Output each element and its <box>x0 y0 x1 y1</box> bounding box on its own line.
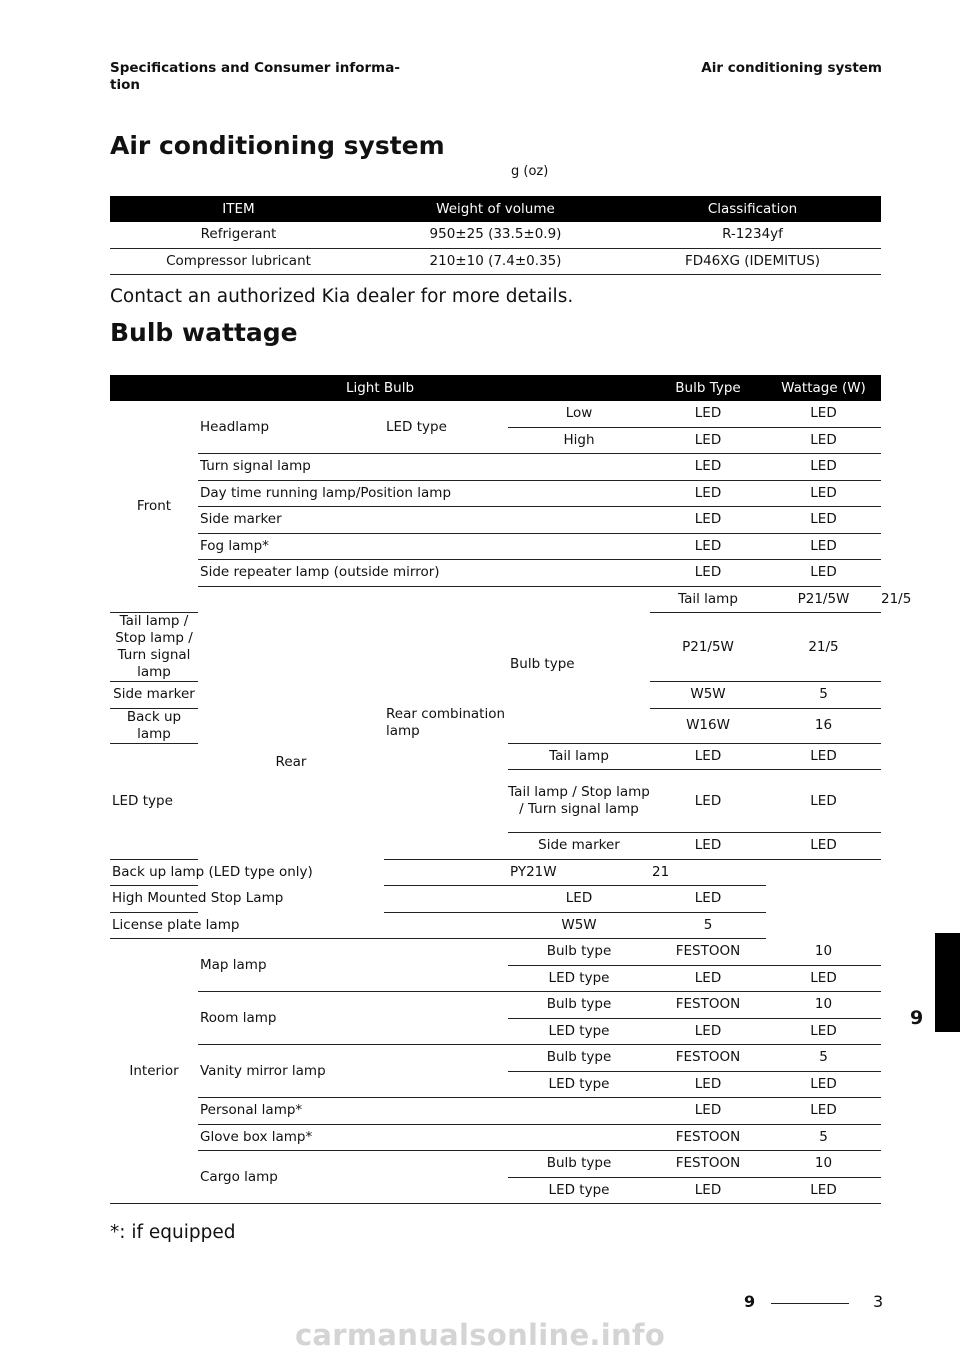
table-cell: LED <box>766 427 881 454</box>
table-cell: LED type <box>508 1018 650 1045</box>
table-cell: LED <box>650 886 766 913</box>
footnote: *: if equipped <box>110 1222 236 1243</box>
table-cell: 10 <box>766 939 881 966</box>
table-cell: LED <box>766 560 881 587</box>
table-cell: FESTOON <box>650 939 766 966</box>
table-cell: LED <box>650 401 766 427</box>
table-cell: LED <box>766 1071 881 1098</box>
table-cell: 210±10 (7.4±0.35) <box>367 248 624 275</box>
table-cell: W5W <box>650 682 766 709</box>
table-cell: 5 <box>766 1124 881 1151</box>
table-row: Rear Rear combination lamp Bulb type Tail lamp P21/5W 21/5 <box>110 586 881 613</box>
column-header: ITEM <box>110 196 367 222</box>
column-header: Wattage (W) <box>766 375 881 401</box>
group-label-rear: Rear <box>198 586 384 939</box>
table-cell: Side marker <box>110 682 198 709</box>
table-cell: 950±25 (33.5±0.9) <box>367 222 624 248</box>
table-cell: Rear combination lamp <box>384 586 508 859</box>
table-row <box>110 560 881 587</box>
table-cell: LED <box>766 480 881 507</box>
table-cell: Vanity mirror lamp <box>198 1045 508 1098</box>
table-cell: Back up lamp (LED type only) <box>110 859 508 886</box>
table-cell: LED <box>650 770 766 833</box>
table-cell: Bulb type <box>508 1151 650 1178</box>
table-row <box>110 886 881 913</box>
table-cell: FD46XG (IDEMITUS) <box>624 248 881 275</box>
table-cell: P21/5W <box>650 613 766 682</box>
table-cell: LED type <box>508 965 650 992</box>
table-cell: Map lamp <box>198 939 508 992</box>
table-cell: Bulb type <box>508 939 650 966</box>
header-section-title: Specifications and Consumer informa-tion <box>110 60 400 93</box>
table-cell: 10 <box>766 992 881 1019</box>
table-cell: Low <box>508 401 650 427</box>
table-cell: 21 <box>650 859 766 886</box>
table-row <box>110 401 881 427</box>
table-cell: LED type <box>384 401 508 454</box>
footer-divider <box>771 1303 849 1304</box>
table-cell: PY21W <box>508 859 650 886</box>
table-row <box>110 507 881 534</box>
ac-table <box>110 196 881 275</box>
watermark: carmanualsonline.info <box>294 1318 666 1352</box>
table-cell: LED <box>650 965 766 992</box>
table-cell: LED <box>650 1177 766 1204</box>
table-row <box>110 859 881 886</box>
table-cell: 16 <box>766 708 881 743</box>
table-cell: License plate lamp <box>110 912 508 939</box>
table-cell: P21/5W <box>766 586 881 613</box>
table-cell: High Mounted Stop Lamp <box>110 886 508 913</box>
footer-chapter-number: 9 <box>744 1292 756 1311</box>
table-cell: Compressor lubricant <box>110 248 367 275</box>
table-cell: LED type <box>508 1071 650 1098</box>
table-cell: LED <box>650 1018 766 1045</box>
table-cell: LED <box>650 743 766 770</box>
table-cell: LED <box>650 427 766 454</box>
table-cell: LED <box>766 1177 881 1204</box>
table-row <box>110 454 881 481</box>
table-cell: LED <box>766 743 881 770</box>
table-row <box>110 1151 881 1178</box>
table-cell: 10 <box>766 1151 881 1178</box>
table-cell: Tail lamp <box>650 586 766 613</box>
table-cell: Glove box lamp* <box>198 1124 650 1151</box>
table-row <box>110 992 881 1019</box>
bulb-header-row <box>110 375 881 401</box>
table-row <box>110 1098 881 1125</box>
group-label-front: Front <box>110 401 198 613</box>
table-cell: LED <box>766 401 881 427</box>
table-cell: Headlamp <box>198 401 384 454</box>
table-cell: Side repeater lamp (outside mirror) <box>198 560 650 587</box>
table-cell: LED <box>650 480 766 507</box>
table-cell: LED <box>766 965 881 992</box>
table-cell: W16W <box>650 708 766 743</box>
footer-page-number: 3 <box>873 1292 884 1311</box>
table-cell: LED type <box>508 1177 650 1204</box>
table-cell: Tail lamp / Stop lamp / Turn signal lamp <box>110 613 198 682</box>
table-cell: Personal lamp* <box>198 1098 650 1125</box>
table-cell: LED <box>766 833 881 860</box>
table-cell: LED <box>766 454 881 481</box>
table-cell: LED <box>508 886 650 913</box>
table-cell: R-1234yf <box>624 222 881 248</box>
table-cell: 21/5 <box>766 613 881 682</box>
table-cell: LED <box>766 507 881 534</box>
table-row <box>110 480 881 507</box>
ac-heading: Air conditioning system <box>110 131 445 160</box>
table-cell: FESTOON <box>650 1124 766 1151</box>
table-cell: Side marker <box>198 507 650 534</box>
table-row <box>110 222 881 248</box>
table-cell: Tail lamp / Stop lamp / Turn signal lamp <box>508 770 650 833</box>
table-row <box>110 939 881 966</box>
bulb-heading: Bulb wattage <box>110 318 298 347</box>
table-cell: Cargo lamp <box>198 1151 508 1204</box>
ac-unit-label: g (oz) <box>511 164 549 179</box>
chapter-tab-number: 9 <box>910 1007 924 1029</box>
table-cell: 5 <box>650 912 766 939</box>
table-cell: Tail lamp <box>508 743 650 770</box>
table-cell: 5 <box>766 682 881 709</box>
table-cell: FESTOON <box>650 992 766 1019</box>
table-row <box>110 912 881 939</box>
table-cell: Bulb type <box>508 992 650 1019</box>
column-header: Weight of volume <box>367 196 624 222</box>
chapter-tab <box>935 933 960 1032</box>
table-cell: 5 <box>766 1045 881 1072</box>
table-cell: LED <box>650 560 766 587</box>
table-cell: Day time running lamp/Position lamp <box>198 480 650 507</box>
table-cell: High <box>508 427 650 454</box>
ac-header-row <box>110 196 881 222</box>
table-cell: Back up lamp <box>110 708 198 743</box>
table-cell: Side marker <box>508 833 650 860</box>
table-row <box>110 533 881 560</box>
table-cell: Bulb type <box>508 1045 650 1072</box>
table-cell: FESTOON <box>650 1045 766 1072</box>
table-cell: LED <box>650 833 766 860</box>
table-cell: LED <box>766 770 881 833</box>
column-header: Light Bulb <box>110 375 650 401</box>
table-cell: LED <box>650 533 766 560</box>
table-row <box>110 1124 881 1151</box>
column-header: Classification <box>624 196 881 222</box>
table-row <box>110 1045 881 1072</box>
table-cell: LED type <box>110 743 198 859</box>
table-cell: FESTOON <box>650 1151 766 1178</box>
column-header: Bulb Type <box>650 375 766 401</box>
table-cell: LED <box>650 507 766 534</box>
table-cell: LED <box>650 1098 766 1125</box>
table-cell: Fog lamp* <box>198 533 650 560</box>
table-cell: LED <box>650 454 766 481</box>
table-cell: LED <box>766 1098 881 1125</box>
group-label-interior: Interior <box>110 939 198 1204</box>
table-cell: Bulb type <box>508 586 650 743</box>
table-cell: LED <box>766 533 881 560</box>
table-row <box>110 248 881 275</box>
bulb-table <box>110 375 912 1204</box>
header-chapter-title: Air conditioning system <box>701 60 882 76</box>
table-cell: Turn signal lamp <box>198 454 650 481</box>
table-cell: Refrigerant <box>110 222 367 248</box>
table-cell: W5W <box>508 912 650 939</box>
table-cell: LED <box>766 1018 881 1045</box>
table-cell: LED <box>650 1071 766 1098</box>
table-cell: Room lamp <box>198 992 508 1045</box>
dealer-note: Contact an authorized Kia dealer for more details. <box>110 286 574 307</box>
